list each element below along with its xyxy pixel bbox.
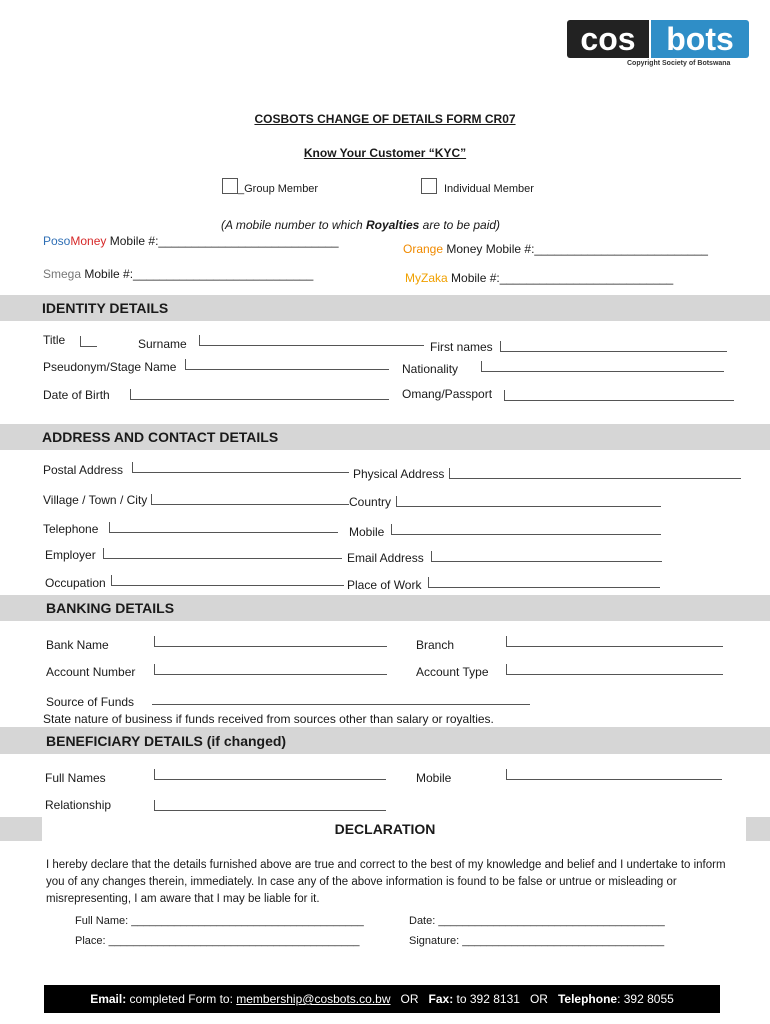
declaration-heading: DECLARATION [334,821,436,837]
postal-label: Postal Address [43,463,124,477]
workplace-label: Place of Work [347,578,422,592]
omang-field[interactable] [504,390,734,401]
physical-label: Physical Address [353,467,445,481]
cosbots-logo [567,20,751,72]
beneficiary-mobile-field[interactable] [506,769,722,780]
dob-label: Date of Birth [43,388,110,402]
logo-tagline: Copyright Society of Botswana [627,60,731,67]
nationality-field[interactable] [481,361,724,372]
account-number-label: Account Number [46,665,136,679]
group-member-label: _Group Member [238,183,319,195]
telephone-label: Telephone [43,522,99,536]
beneficiary-heading: BENEFICIARY DETAILS (if changed) [46,733,287,749]
pseudonym-field[interactable] [185,359,389,370]
village-label: Village / Town / City [43,493,148,507]
banking-heading: BANKING DETAILS [46,600,175,616]
declaration-band [0,817,770,841]
surname-label: Surname [138,337,187,351]
pseudonym-label: Pseudonym/Stage Name [43,360,177,374]
surname-field[interactable] [199,335,424,346]
identity-heading: IDENTITY DETAILS [42,300,169,316]
workplace-field[interactable] [428,577,660,588]
email-label: Email Address [347,551,424,565]
full-names-label: Full Names [45,771,106,785]
source-note: State nature of business if funds received from sources other than salary or royalties. [43,712,494,726]
footer-bar: Email: completed Form to: membership@cosbots.co.bw OR Fax: to 392 8131 OR Telephone: 392 8055 [44,985,720,1013]
myzaka-mobile[interactable]: MyZaka Mobile #:__________________________ [405,271,674,285]
nationality-label: Nationality [402,362,459,376]
individual-member-label: Individual Member [444,183,534,195]
title-label: Title [43,333,66,347]
declaration-text: I hereby declare that the details furnished above are true and correct to the best of my knowledge and belief and I undertake to inform you of any changes therein, immediately. In case any of the above information is found to be false or untrue or misleading or misrepresenting, I am aware that I may be liable for it. [46,859,726,905]
banking-band [0,595,770,621]
mobile-label: Mobile [349,525,385,539]
group-member-checkbox[interactable] [222,178,238,194]
decl-date[interactable]: Date: _____________________________________ [409,915,665,927]
physical-field[interactable] [449,468,741,479]
bank-name-field[interactable] [154,636,387,647]
form-title: COSBOTS CHANGE OF DETAILS FORM CR07 [254,112,516,126]
relationship-field[interactable] [154,800,386,811]
branch-field[interactable] [506,636,723,647]
branch-label: Branch [416,638,455,652]
omang-label: Omang/Passport [402,387,493,401]
country-field[interactable] [396,496,661,507]
dob-field[interactable] [130,389,389,400]
account-type-field[interactable] [506,664,723,675]
identity-band [0,295,770,321]
form-subtitle: Know Your Customer “KYC” [303,146,467,160]
postal-field[interactable] [132,462,349,473]
first-names-field[interactable] [500,341,727,352]
posomoney-mobile[interactable]: PosoMoney Mobile #:___________________________ [43,234,339,248]
logo-cos: cos [567,20,649,58]
address-band [0,424,770,450]
country-label: Country [349,495,392,509]
mobile-field[interactable] [391,524,661,535]
decl-signature[interactable]: Signature: _________________________________ [409,935,665,947]
decl-place[interactable]: Place: _________________________________________ [75,935,360,947]
orange-money-mobile[interactable]: Orange Money Mobile #:__________________________ [403,242,708,256]
smega-mobile[interactable]: Smega Mobile #:___________________________ [43,267,314,281]
village-field[interactable] [151,494,349,505]
logo-bots: bots [651,20,749,58]
employer-field[interactable] [103,548,342,559]
beneficiary-band [0,727,770,754]
first-names-label: First names [430,340,493,354]
email-link[interactable]: membership@cosbots.co.bw [236,992,391,1006]
individual-member-checkbox[interactable] [421,178,437,194]
email-field[interactable] [431,551,662,562]
employer-label: Employer [45,548,96,562]
bank-name-label: Bank Name [46,638,109,652]
occupation-field[interactable] [111,575,344,586]
beneficiary-mobile-label: Mobile [416,771,452,785]
source-field[interactable] [152,704,530,705]
title-field[interactable] [80,336,97,347]
mobile-note: (A mobile number to which Royalties are to be paid) [221,218,501,232]
source-label: Source of Funds [46,695,135,709]
telephone-field[interactable] [109,522,338,533]
address-heading: ADDRESS AND CONTACT DETAILS [42,429,279,445]
full-names-field[interactable] [154,769,386,780]
decl-full-name[interactable]: Full Name: ______________________________________ [75,915,364,927]
account-number-field[interactable] [154,664,387,675]
account-type-label: Account Type [416,665,489,679]
occupation-label: Occupation [45,576,106,590]
relationship-label: Relationship [45,798,112,812]
